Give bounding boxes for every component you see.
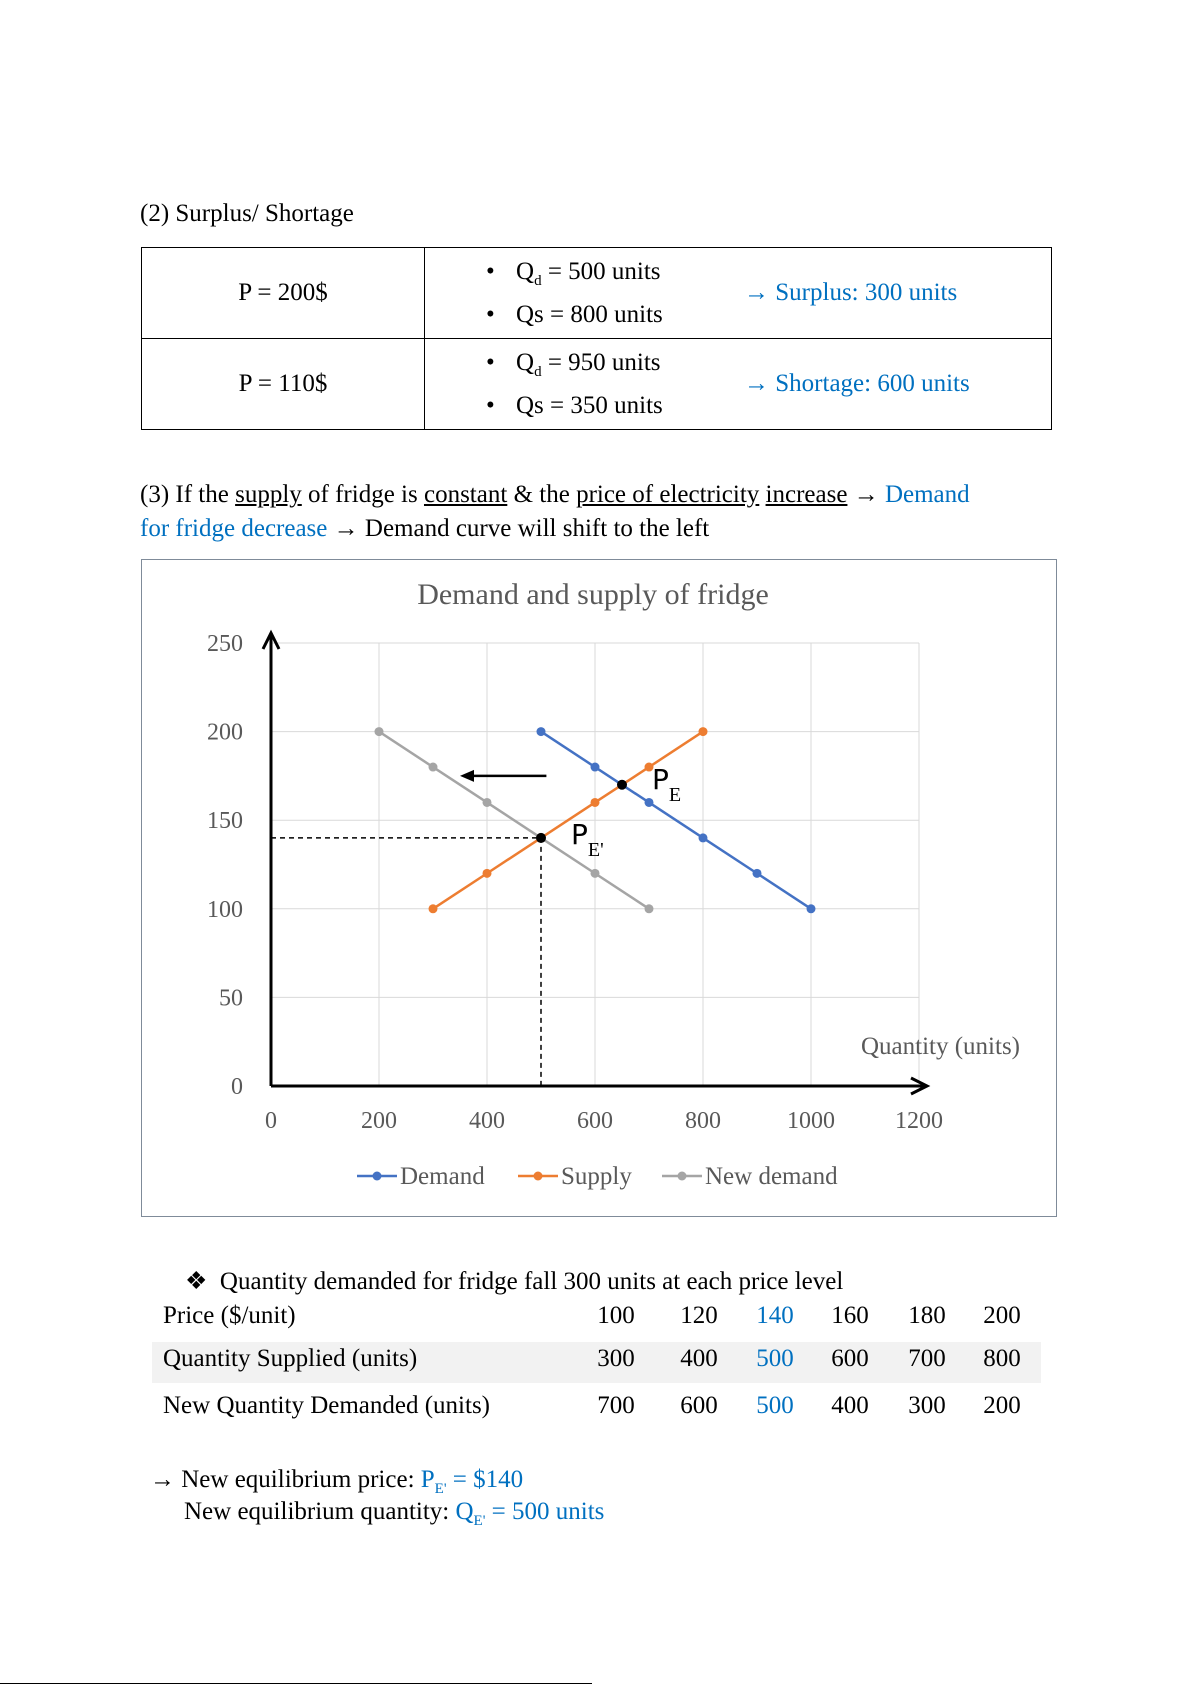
text: → New equilibrium price: bbox=[150, 1466, 421, 1493]
chart-title: Demand and supply of fridge bbox=[417, 578, 769, 611]
price-value bbox=[420, 1466, 524, 1497]
table-cell: 400 bbox=[680, 1345, 718, 1372]
eq-label-main: P bbox=[652, 762, 669, 796]
data-point bbox=[591, 798, 600, 807]
footnote-divider bbox=[0, 1683, 592, 1684]
legend-label: Supply bbox=[561, 1163, 632, 1190]
table-cell: 160 bbox=[831, 1302, 869, 1329]
p-sub: E' bbox=[434, 1481, 447, 1497]
data-point bbox=[699, 833, 708, 842]
table-cell: 300 bbox=[597, 1345, 635, 1372]
qs-item: • Qs = 800 units bbox=[486, 298, 663, 332]
table-cell: 500 bbox=[756, 1392, 794, 1419]
text: of fridge is bbox=[301, 481, 424, 508]
x-tick-label: 0 bbox=[265, 1108, 277, 1134]
qd-value: = 950 units bbox=[541, 348, 661, 376]
eq-label-sub: E bbox=[668, 783, 682, 806]
underlined-text: supply bbox=[235, 481, 302, 508]
qd-sub: d bbox=[534, 272, 542, 289]
price-cell: P = 110$ bbox=[142, 339, 425, 430]
y-tick-label: 200 bbox=[207, 719, 243, 746]
x-tick-label: 800 bbox=[685, 1108, 721, 1134]
price-cell: P = 200$ bbox=[142, 248, 425, 339]
row-label: New Quantity Demanded (units) bbox=[163, 1392, 491, 1419]
qd-label: Q bbox=[516, 257, 535, 285]
text: New equilibrium quantity: bbox=[184, 1498, 456, 1525]
y-tick-label: 50 bbox=[219, 985, 243, 1012]
table-cell: 180 bbox=[908, 1302, 946, 1329]
table-cell: 120 bbox=[680, 1302, 718, 1329]
qd-value: = 500 units bbox=[541, 257, 661, 285]
y-tick-label: 250 bbox=[207, 631, 243, 657]
data-point bbox=[429, 763, 438, 772]
data-point bbox=[375, 727, 384, 736]
q-label: Q bbox=[455, 1498, 474, 1525]
qs-item: • Qs = 350 units bbox=[486, 389, 663, 423]
text: → Demand curve will shift to the left bbox=[327, 515, 710, 542]
conclusion-quantity bbox=[184, 1498, 604, 1530]
data-point bbox=[483, 869, 492, 878]
table-cell: 400 bbox=[831, 1392, 869, 1419]
table-cell: 600 bbox=[831, 1345, 869, 1372]
equilibrium-label bbox=[652, 763, 681, 806]
legend-label: Demand bbox=[400, 1163, 485, 1190]
data-point bbox=[483, 798, 492, 807]
underlined-text: constant bbox=[423, 481, 508, 508]
conclusion-price bbox=[150, 1466, 523, 1498]
q-value: = 500 units bbox=[485, 1498, 605, 1525]
p-value: = $140 bbox=[446, 1466, 524, 1493]
result-text: → Shortage: 600 units bbox=[744, 370, 970, 397]
underlined-text: price of electricity bbox=[576, 481, 760, 508]
text: (3) If the bbox=[140, 481, 236, 508]
data-point bbox=[807, 904, 816, 913]
quantity-value bbox=[455, 1498, 605, 1529]
x-tick-label: 1000 bbox=[787, 1108, 835, 1134]
table-cell: 600 bbox=[680, 1392, 718, 1419]
x-tick-label: 200 bbox=[361, 1108, 397, 1134]
table-cell: 200 bbox=[983, 1392, 1021, 1419]
data-point bbox=[645, 798, 654, 807]
highlight-text: for fridge decrease bbox=[140, 515, 328, 542]
table-cell: 140 bbox=[756, 1302, 794, 1329]
y-tick-label: 150 bbox=[207, 808, 243, 835]
x-tick-label: 1200 bbox=[895, 1108, 943, 1134]
left-arrow-icon bbox=[460, 770, 474, 782]
eq-label-main: P bbox=[571, 817, 588, 851]
diamond-bullet-icon: ❖ bbox=[185, 1268, 208, 1295]
text: → bbox=[847, 481, 885, 508]
bullet-line bbox=[185, 1266, 843, 1296]
row-label: Price ($/unit) bbox=[163, 1302, 296, 1329]
table-cell: 700 bbox=[597, 1392, 635, 1419]
qd-label: Q bbox=[516, 348, 535, 376]
x-tick-label: 400 bbox=[469, 1108, 505, 1134]
text: & the bbox=[507, 481, 577, 508]
section2-heading: (2) Surplus/ Shortage bbox=[140, 200, 354, 227]
table-cell: 200 bbox=[983, 1302, 1021, 1329]
p-label: P bbox=[420, 1466, 435, 1493]
data-point bbox=[591, 869, 600, 878]
data-point bbox=[753, 869, 762, 878]
equilibrium-label bbox=[571, 818, 604, 861]
data-point bbox=[645, 904, 654, 913]
qd-sub: d bbox=[534, 363, 542, 380]
underlined-text: increase bbox=[765, 481, 848, 508]
x-axis-label: Quantity (units) bbox=[860, 1033, 1020, 1060]
table-cell: 700 bbox=[908, 1345, 946, 1372]
bullet-text: Quantity demanded for fridge fall 300 units at each price level bbox=[219, 1268, 844, 1295]
data-point bbox=[429, 904, 438, 913]
equilibrium-point bbox=[617, 780, 627, 790]
legend-marker bbox=[373, 1172, 382, 1181]
y-tick-label: 100 bbox=[207, 896, 243, 923]
highlight-text: Demand bbox=[884, 481, 970, 508]
table-cell: 500 bbox=[756, 1345, 794, 1372]
legend-marker bbox=[678, 1172, 687, 1181]
data-point bbox=[537, 727, 546, 736]
legend-marker bbox=[534, 1172, 543, 1181]
table-cell: 800 bbox=[983, 1345, 1021, 1372]
table-cell: 300 bbox=[908, 1392, 946, 1419]
result-text: → Surplus: 300 units bbox=[744, 279, 958, 306]
table-cell: 100 bbox=[597, 1302, 635, 1329]
equilibrium-point bbox=[536, 833, 546, 843]
eq-label-sub: E' bbox=[587, 838, 604, 861]
data-point bbox=[699, 727, 708, 736]
data-point bbox=[591, 763, 600, 772]
row-label: Quantity Supplied (units) bbox=[163, 1345, 418, 1372]
legend-label: New demand bbox=[705, 1163, 838, 1190]
y-tick-label: 0 bbox=[231, 1074, 243, 1100]
x-tick-label: 600 bbox=[577, 1108, 613, 1134]
q-sub: E' bbox=[473, 1513, 486, 1529]
